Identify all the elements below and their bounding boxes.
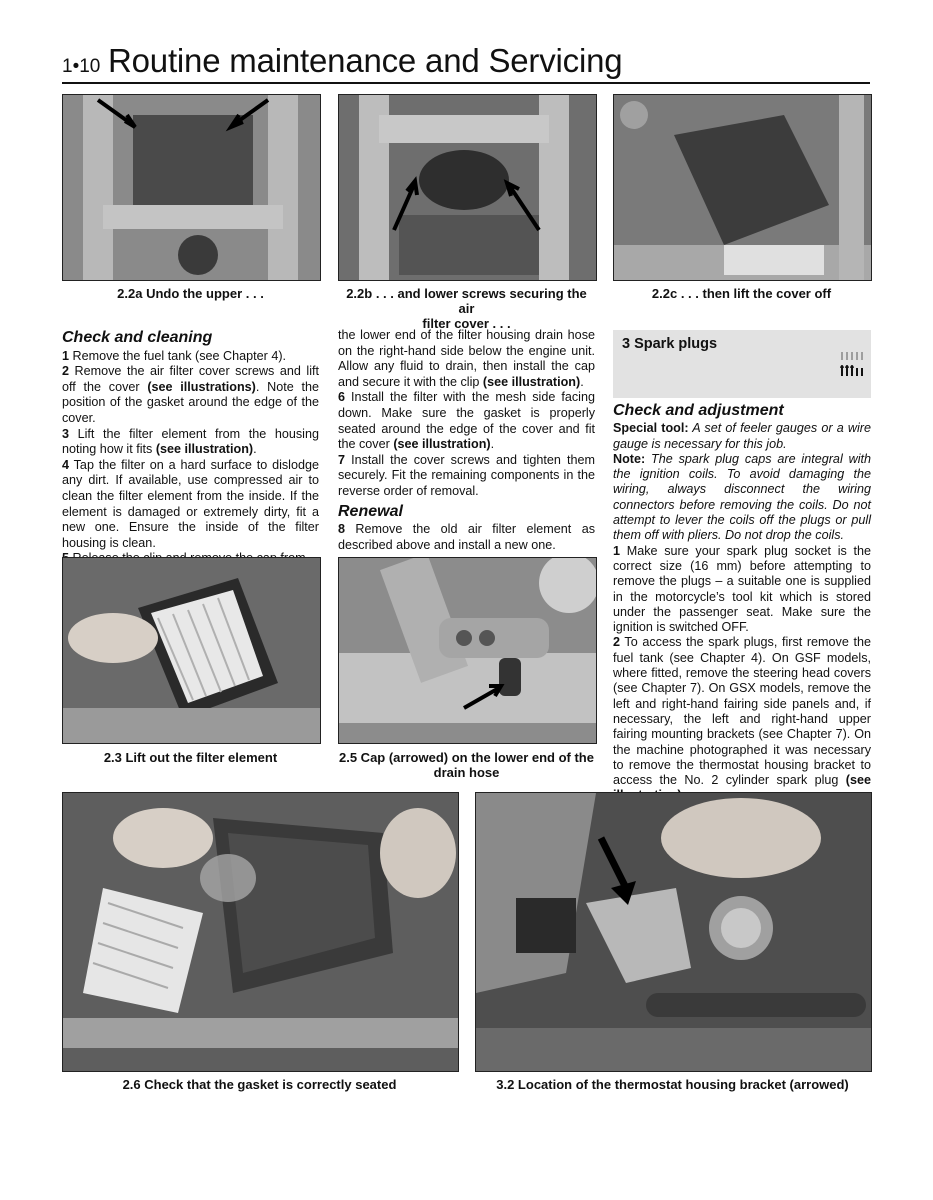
step-5-continued: the lower end of the filter housing drain hose on the right-hand side below the engine unit. Allow any fluid to drain, then install the cap and secure it with the clip (see illustration). xyxy=(338,328,595,389)
photo-2-5 xyxy=(338,557,597,744)
step-3: 3 Lift the filter element from the housing noting how it fits (see illustration). xyxy=(62,426,319,457)
special-tool-note: Special tool: A set of feeler gauges or a wire gauge is necessary for this job. xyxy=(613,421,872,451)
page-header xyxy=(62,40,870,84)
caption-2-6: 2.6 Check that the gasket is correctly seated xyxy=(122,1077,397,1092)
spark-step-2: 2 To access the spark plugs, first remove the fuel tank (see Chapter 4). On GSF models, where fitted, remove the steering head covers (see Chapter 7). On GSX models, remove the left and right-hand fairing side panels and, if necessary, the left and right-hand upper fairing mounting brackets (see Chapter 7). On the machine photographed it was necessary to remove the thermostat housing bracket to access the No. 2 cylinder spark plug (see xyxy=(613,635,871,788)
caption-2-3: 2.3 Lift out the filter element xyxy=(103,750,278,765)
caption-3-2: 3.2 Location of the thermostat housing bracket (arrowed) xyxy=(496,1077,849,1092)
page-number: 1•10 xyxy=(62,56,101,77)
step-6: 6 Install the filter with the mesh side facing down. Make sure the gasket is properly seated around the edge of the cover and fit the cover (see illustration). xyxy=(338,390,595,452)
caption-2-5-line1: 2.5 Cap (arrowed) on the lower end of the xyxy=(339,750,594,765)
page-title: Routine maintenance and Servicing xyxy=(108,42,623,79)
column-1-text xyxy=(62,326,319,567)
photo-2-6 xyxy=(62,792,459,1072)
section-3-header xyxy=(613,330,871,398)
step-1: 1 Remove the fuel tank (see Chapter 4). xyxy=(62,348,287,363)
heading-renewal: Renewal xyxy=(338,502,403,520)
caption-2-5 xyxy=(338,750,595,780)
section-label: 3 Spark plugs xyxy=(622,336,718,352)
photo-2-2b xyxy=(338,94,597,281)
caption-2-2c: 2.2c . . . then lift the cover off xyxy=(651,286,832,301)
heading-check-and-cleaning: Check and cleaning xyxy=(62,329,213,346)
photo-2-3 xyxy=(62,557,321,744)
caption-2-2a: 2.2a Undo the upper . . . xyxy=(117,286,264,301)
caption-2-5-line2: drain hose xyxy=(433,765,500,780)
caption-2-2b-line1: 2.2b . . . and lower screws securing the air xyxy=(346,286,587,316)
difficulty-wrench-icon xyxy=(839,338,865,382)
photo-2-2c xyxy=(613,94,872,281)
step-8: 8 Remove the old air filter element as described above and install a new one. xyxy=(338,522,595,552)
step-2: 2 Remove the air filter cover screws and lift off the cover (see illustrations). Note the position of the gasket around the edge of the cover. xyxy=(62,364,319,425)
step-7: 7 Install the cover screws and tighten them securely. Fit the remaining components in the reverse order of removal. xyxy=(338,452,595,498)
spark-step-1: 1 Make sure your spark plug socket is the correct size (16 mm) before attempting to remove the plugs – a suitable one is supplied in the motorcycle’s tool kit which is stored under the passenger seat. Make sure the ignition is switched OFF. xyxy=(613,543,871,635)
caption-2-2b-line2: filter cover . . . xyxy=(422,316,511,331)
coil-note: Note: The spark plug caps are integral with the ignition coils. To avoid damaging the wiring, always disconnect the wiring connectors before removing the coils. Do not attempt to lever the coils off the plugs or pull them off with pliers. Do not drop the coils. xyxy=(613,451,871,543)
heading-check-and-adjustment: Check and adjustment xyxy=(613,402,784,419)
column-3-text xyxy=(613,403,871,804)
photo-2-2a xyxy=(62,94,321,281)
caption-2-2b xyxy=(338,286,595,331)
column-2-text xyxy=(338,328,595,553)
step-4: 4 Tap the filter on a hard surface to dislodge any dirt. If available, use compressed air to clean the filter element from the inside. If the element is damaged or extremely dirty, fit a new one. Ensure the inside of the filter housing is clean. xyxy=(62,457,319,550)
photo-3-2 xyxy=(475,792,872,1072)
